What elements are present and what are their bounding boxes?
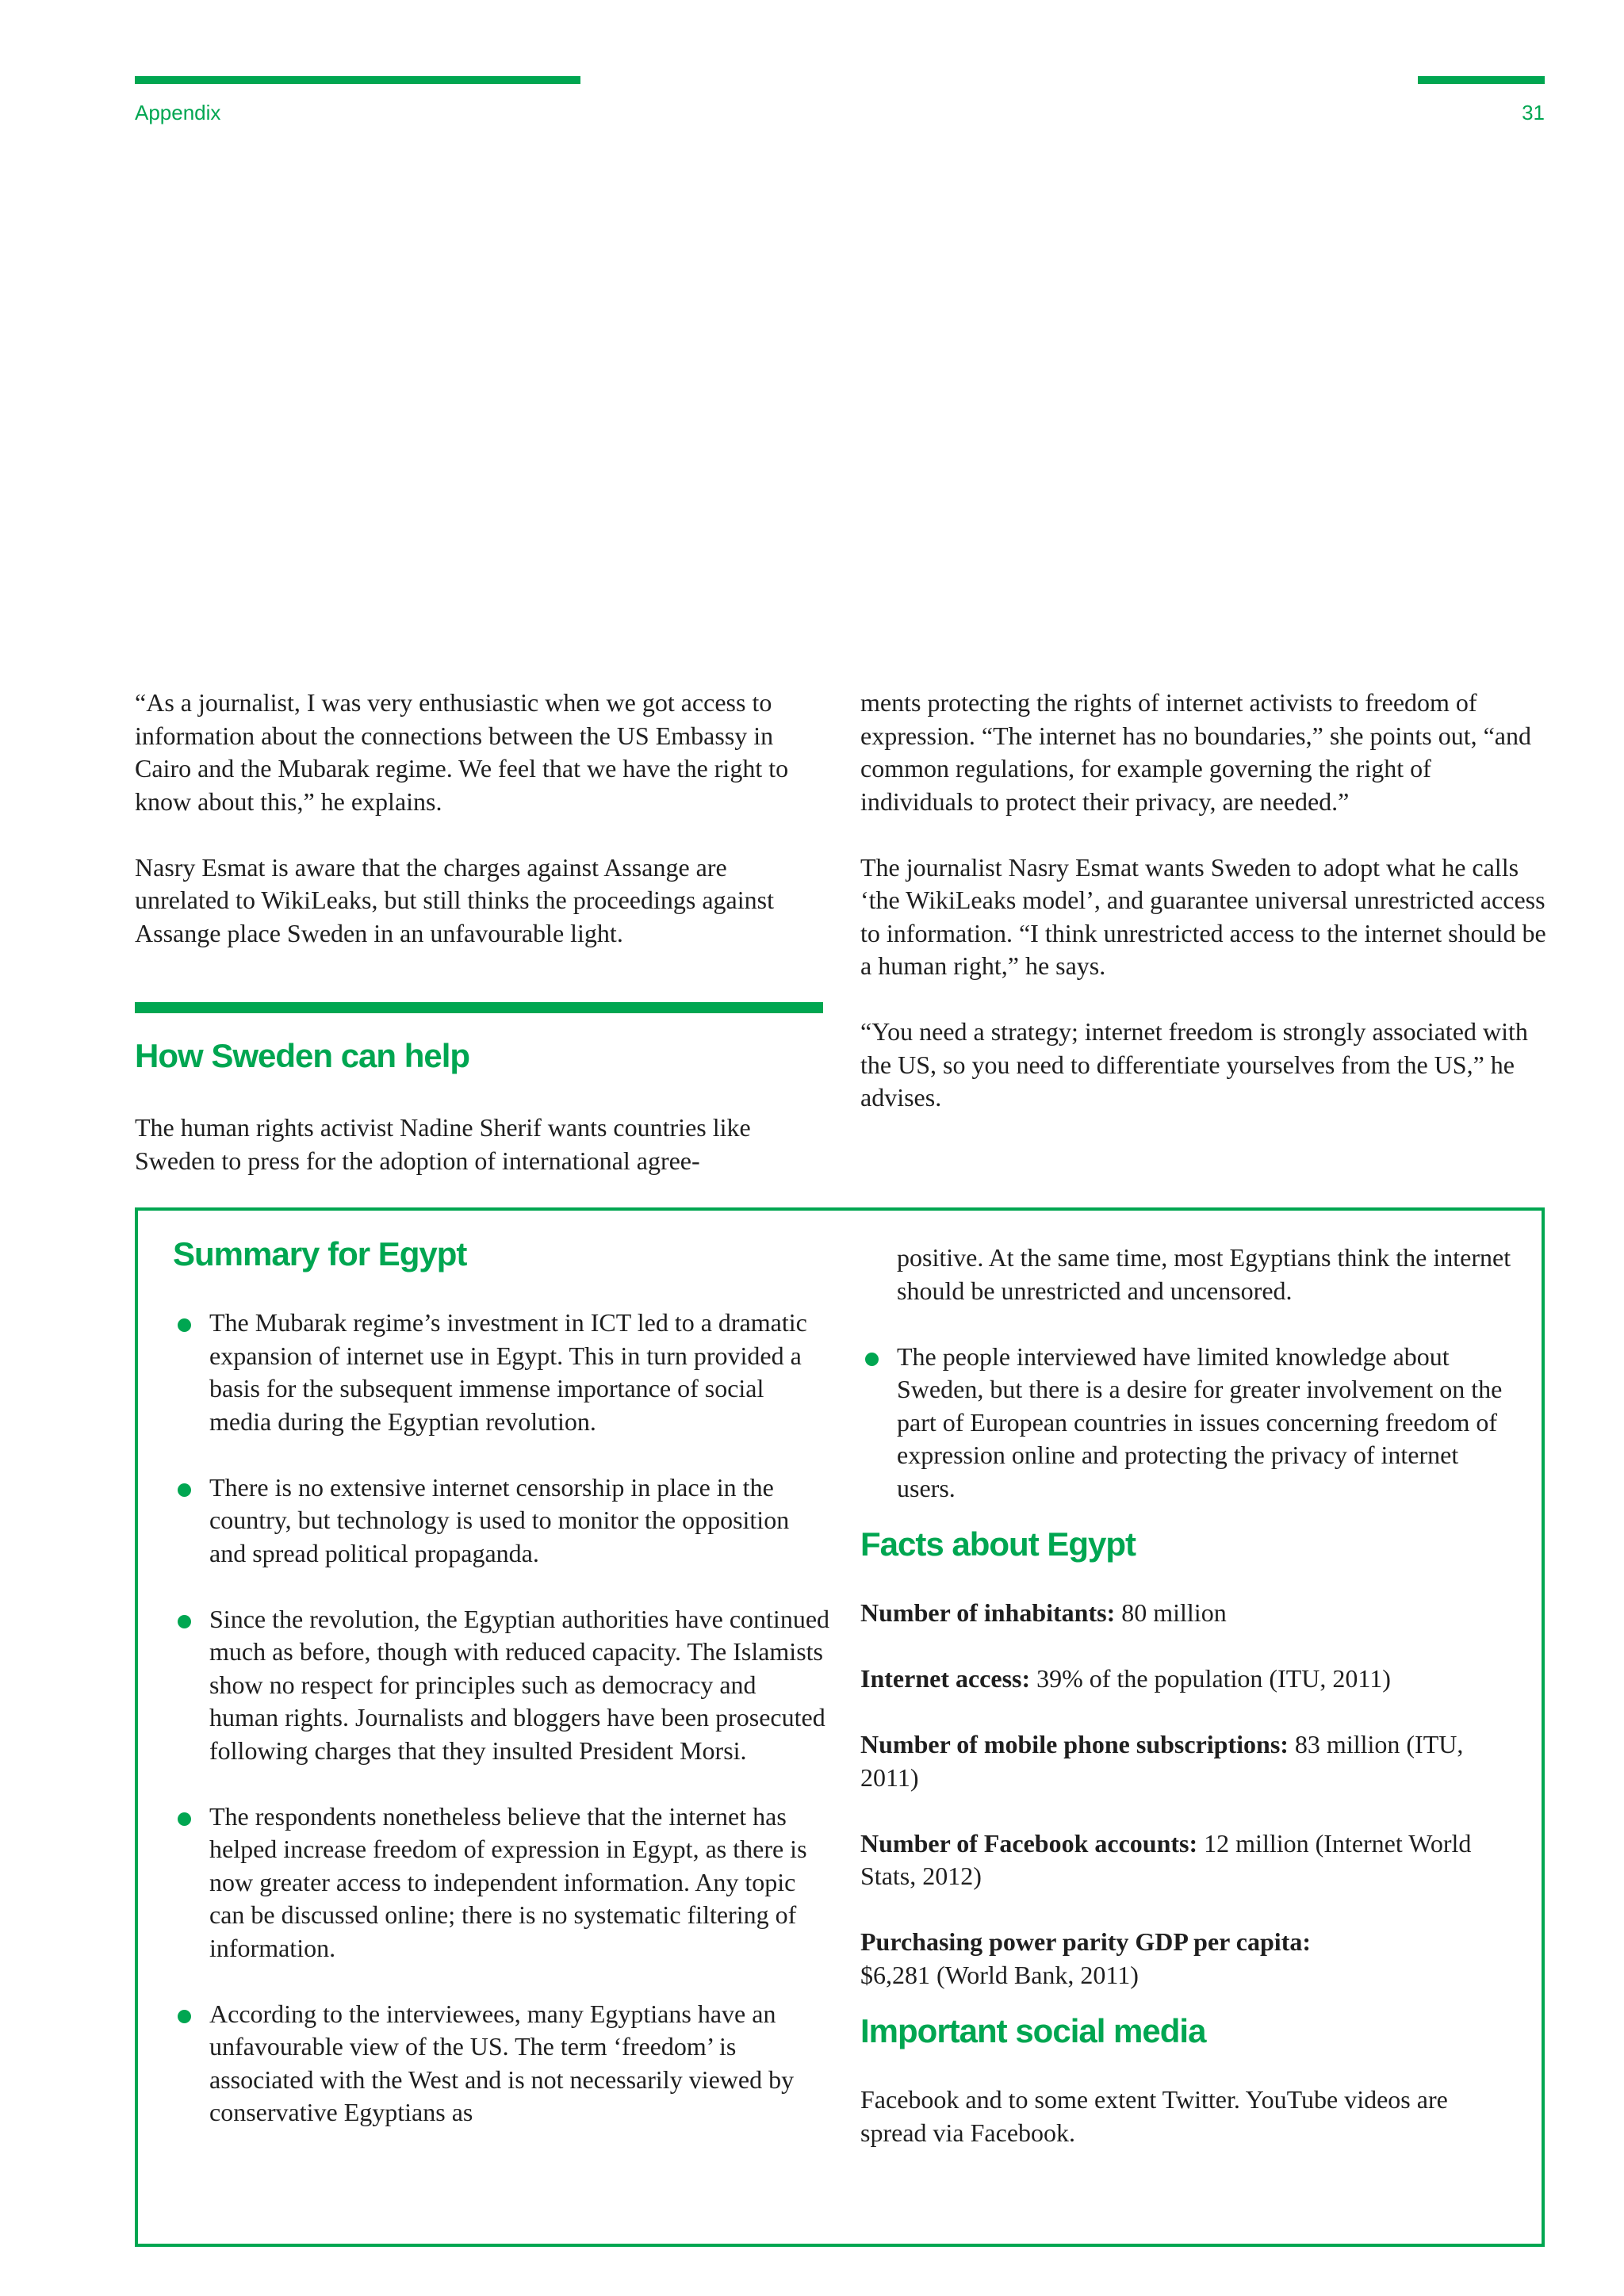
header-rule-right	[1418, 76, 1545, 84]
facts-title: Facts about Egypt	[860, 1525, 1136, 1563]
fact-value: $6,281 (World Bank, 2011)	[860, 1960, 1139, 1989]
summary-bullet: The people interviewed have limited knowledge about Sweden, but there is a desire for greater involvement on the part of European countries in issues concerning freedom of expression online and protecting the privacy of internet users.	[860, 1341, 1519, 1506]
section-rule	[135, 1002, 823, 1013]
summary-bullet: According to the interviewees, many Egyptians have an unfavourable view of the US. The term ‘freedom’ is associated with the West and is not necessarily viewed by conservative Egyptians as	[173, 1998, 831, 2130]
summary-bullet-list	[173, 1307, 831, 2130]
facts-list	[860, 1597, 1519, 1992]
paragraph: “As a journalist, I was very enthusiastic when we got access to information about the connections between the US Embassy in Cairo and the Mubarak regime. We feel that we have the right to know about this,” he explains.	[135, 688, 789, 816]
fact-value: 39% of the population (ITU, 2011)	[1036, 1664, 1391, 1693]
article-column-left	[135, 687, 825, 950]
fact-label: Number of inhabitants:	[860, 1598, 1116, 1627]
summary-column-left	[173, 1307, 831, 2130]
fact-label: Number of Facebook accounts:	[860, 1828, 1198, 1858]
fact-label: Internet access:	[860, 1664, 1031, 1693]
section-heading: How Sweden can help	[135, 1037, 470, 1074]
paragraph: The human rights activist Nadine Sherif wants countries like Sweden to press for the adoption of international agree-	[135, 1113, 751, 1175]
fact-item	[860, 1728, 1519, 1794]
fact-item	[860, 1827, 1519, 1893]
summary-bullet: The Mubarak regime’s investment in ICT led to a dramatic expansion of internet use in Egypt. This in turn provided a basis for the subsequent immense importance of social media during the Egyptian revolution.	[173, 1307, 831, 1438]
summary-bullet-continuation: positive. At the same time, most Egyptians think the internet should be unrestricted and uncensored.	[897, 1243, 1511, 1305]
fact-value: 12 million (Internet World Stats, 2012)	[860, 1828, 1472, 1890]
summary-column-right	[860, 1242, 1519, 2149]
page-number: 31	[1522, 101, 1545, 124]
fact-value: 80 million	[1121, 1598, 1227, 1627]
paragraph: “You need a strategy; internet freedom is strongly associated with the US, so you need to differentiate yourselves from the US,” he advises.	[860, 1017, 1528, 1112]
fact-item	[860, 1926, 1519, 1992]
fact-item	[860, 1663, 1519, 1696]
section-label: Appendix	[135, 101, 221, 124]
header-rule-left	[135, 76, 580, 84]
summary-bullet: Since the revolution, the Egyptian authorities have continued much as before, though with reduced capacity. The Islamists show no respect for principles such as democracy and human rights. Journalists and bloggers have been prosecuted following charges that they insulted President Morsi.	[173, 1603, 831, 1768]
social-media-title: Important social media	[860, 2012, 1206, 2049]
paragraph: Nasry Esmat is aware that the charges against Assange are unrelated to WikiLeaks, but still thinks the proceedings against Assange place Sweden in an unfavourable light.	[135, 852, 774, 947]
social-media-text: Facebook and to some extent Twitter. YouTube videos are spread via Facebook.	[860, 2085, 1448, 2147]
summary-title: Summary for Egypt	[173, 1235, 467, 1272]
article-column-left-lower	[135, 1112, 825, 1177]
summary-bullet-list-right	[860, 1341, 1519, 1506]
summary-bullet: The respondents nonetheless believe that the internet has helped increase freedom of expression in Egypt, as there is now greater access to independent information. Any topic can be discussed online; there is no systematic filtering of information.	[173, 1800, 831, 1965]
fact-value: 83 million (ITU, 2011)	[860, 1730, 1464, 1792]
article-column-right	[860, 687, 1550, 1115]
paragraph: ments protecting the rights of internet activists to freedom of expression. “The internet has no boundaries,” she points out, “and common regulations, for example governing the right of individuals to protect their privacy, are needed.”	[860, 688, 1531, 816]
paragraph: The journalist Nasry Esmat wants Sweden to adopt what he calls ‘the WikiLeaks model’, and guarantee universal unrestricted access to information. “I think unrestricted access to the internet should be a human right,” he says.	[860, 852, 1546, 980]
fact-item	[860, 1597, 1519, 1630]
fact-label: Number of mobile phone subscriptions:	[860, 1730, 1289, 1758]
summary-bullet: There is no extensive internet censorship in place in the country, but technology is used to monitor the opposition and spread political propaganda.	[173, 1471, 831, 1571]
fact-label: Purchasing power parity GDP per capita:	[860, 1927, 1311, 1956]
